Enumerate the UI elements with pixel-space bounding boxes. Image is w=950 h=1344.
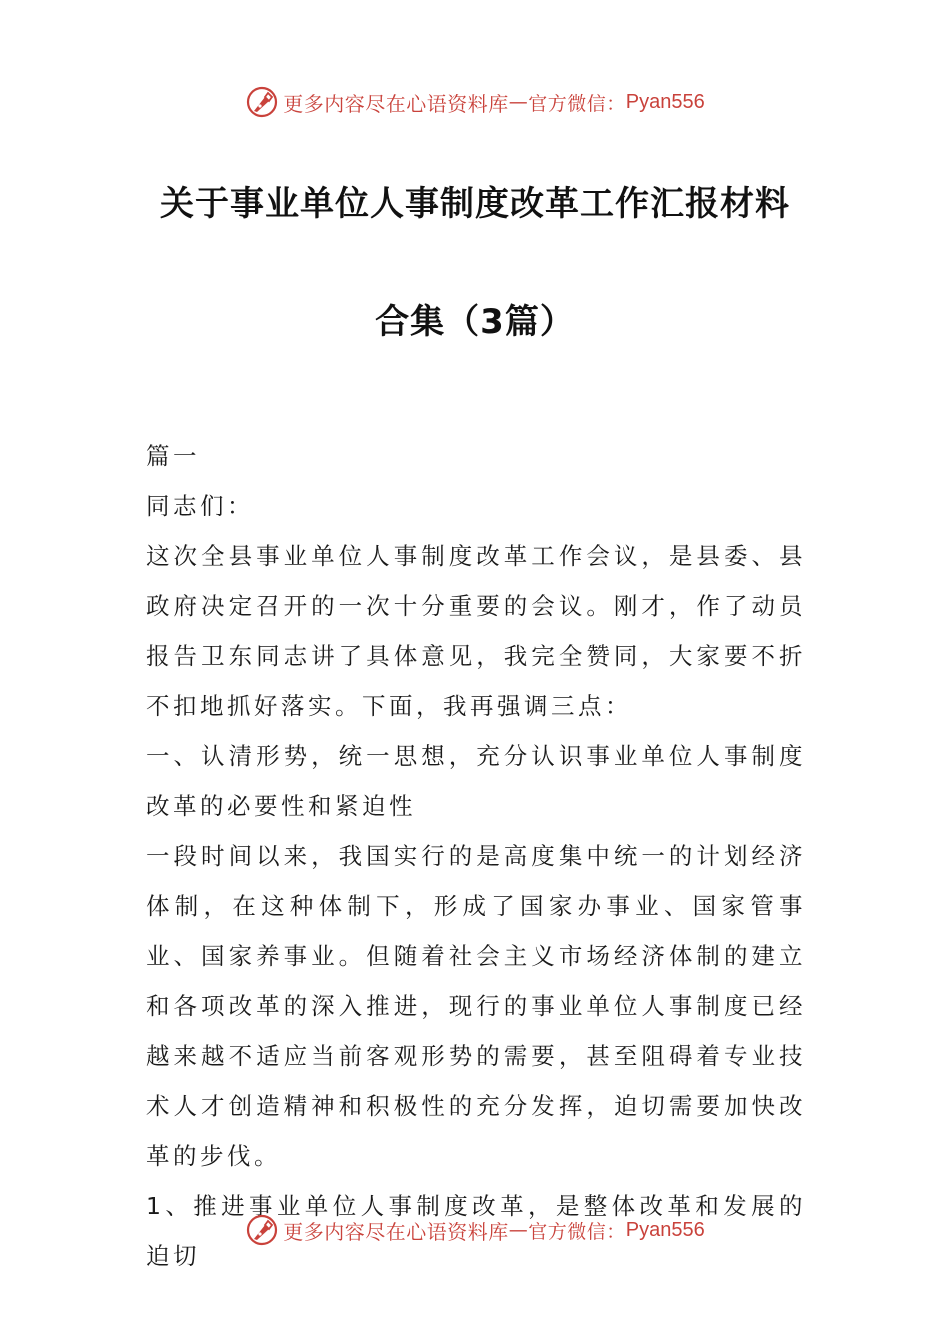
pen-nib-logo-icon [245, 1213, 279, 1247]
watermark-banner-bottom [0, 1208, 950, 1252]
watermark-separator: — [508, 91, 529, 113]
paragraph: 这次全县事业单位人事制度改革工作会议，是县委、县政府决定召开的一次十分重要的会议。刚才，作了动员报告卫东同志讲了具体意见，我完全赞同，大家要不折不扣地抓好落实。下面，我再强调三点： [146, 542, 806, 720]
watermark-handle: Pyan556 [625, 90, 705, 113]
watermark-sub-text: 官方微信： [528, 92, 626, 115]
pen-nib-logo-icon [245, 85, 279, 119]
document-body [146, 431, 806, 1281]
document-title-line2: 合集（3篇） [375, 302, 575, 342]
watermark-sub-text: 官方微信： [528, 1220, 626, 1243]
section-heading: 篇一 [146, 442, 200, 470]
watermark-banner-top [0, 80, 950, 124]
watermark-main-text: 更多内容尽在心语资料库 [283, 1219, 509, 1244]
numbered-point: 1、推进事业单位人事制度改革，是整体改革和发展的迫切 [146, 1192, 806, 1270]
salutation: 同志们： [146, 492, 254, 520]
watermark-separator: — [508, 1219, 529, 1241]
document-title-line1: 关于事业单位人事制度改革工作汇报材料 [160, 184, 790, 224]
paragraph: 一段时间以来，我国实行的是高度集中统一的计划经济体制，在这种体制下，形成了国家办事业、国家管事业、国家养事业。但随着社会主义市场经济体制的建立和各项改革的深入推进，现行的事业单位人事制度已经越来越不适应当前客观形势的需要，甚至阻碍着专业技术人才创造精神和积极性的充分发挥，迫切需要加快改革的步伐。 [146, 842, 806, 1170]
watermark-main-text: 更多内容尽在心语资料库 [283, 91, 509, 116]
watermark-handle: Pyan556 [625, 1218, 705, 1241]
subheading: 一、认清形势，统一思想，充分认识事业单位人事制度改革的必要性和紧迫性 [146, 742, 806, 820]
